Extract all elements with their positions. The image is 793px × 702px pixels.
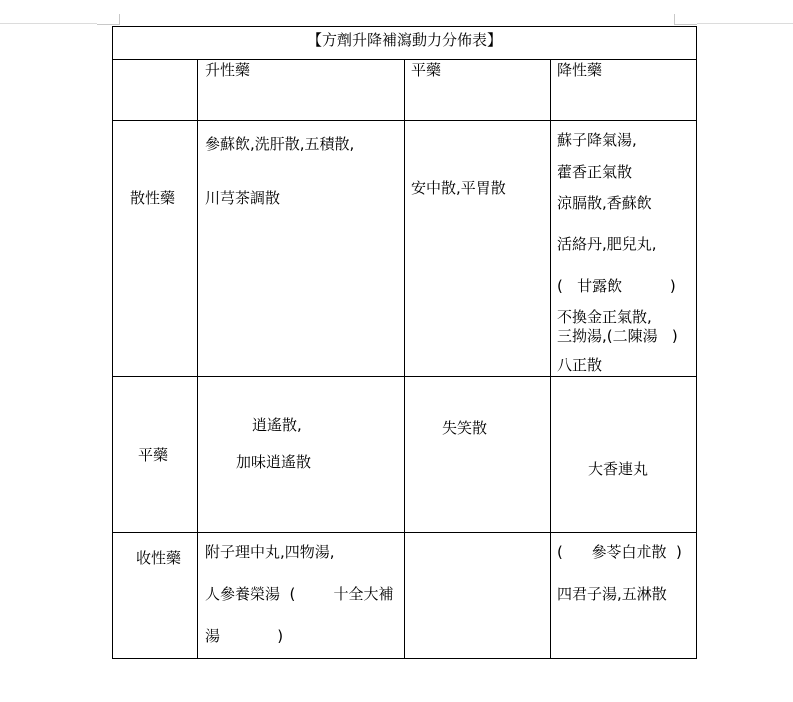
cell-san-jiang-line: 藿香正氣散 [557, 163, 633, 181]
row-label-san: 散性藥 [130, 189, 176, 207]
table-border-top [112, 26, 697, 27]
table-col-divider-3 [550, 59, 551, 659]
cell-san-sheng-line: 參蘇飲,洗肝散,五積散, [205, 135, 355, 153]
table-border-left [112, 26, 113, 659]
cell-shou-sheng-line: 附子理中丸,四物湯, [205, 543, 335, 561]
table-col-divider-2 [404, 59, 405, 659]
cell-ping-ping-line: 失笑散 [442, 419, 488, 437]
page-corner-mark-right [674, 14, 697, 25]
table-border-right [696, 26, 697, 659]
prescription-table [112, 26, 697, 659]
table-title: 【方劑升降補瀉動力分佈表】 [306, 31, 502, 49]
cell-san-jiang-line: 不換金正氣散, [557, 308, 652, 326]
page-corner-mark-left [97, 14, 120, 25]
cell-san-jiang-line: 八正散 [557, 356, 603, 374]
cell-shou-jiang-line: ( 參苓白朮散 ) [557, 543, 682, 561]
cell-shou-sheng-line: 人參養榮湯 ( 十全大補 [205, 585, 394, 603]
cell-ping-sheng-line: 加味逍遙散 [236, 453, 312, 471]
table-col-divider-1 [197, 59, 198, 659]
cell-san-ping-line: 安中散,平胃散 [411, 179, 506, 197]
page-margin-guide-right [697, 23, 793, 24]
cell-ping-jiang-line: 大香連丸 [588, 460, 649, 478]
col-header-ping: 平藥 [411, 61, 442, 79]
cell-shou-jiang-line: 四君子湯,五淋散 [557, 585, 667, 603]
row-label-shou: 收性藥 [136, 549, 182, 567]
cell-san-jiang-line: 活絡丹,肥兒丸, [557, 235, 657, 253]
page-margin-guide-left [0, 23, 97, 24]
cell-san-jiang-line: 蘇子降氣湯, [557, 131, 637, 149]
cell-san-sheng-line: 川芎茶調散 [205, 189, 281, 207]
cell-ping-sheng-line: 逍遙散, [252, 416, 302, 434]
cell-shou-sheng-line: 湯 ) [205, 627, 284, 645]
col-header-sheng: 升性藥 [205, 61, 251, 79]
cell-san-jiang-line: 涼膈散,香蘇飲 [557, 194, 652, 212]
col-header-jiang: 降性藥 [557, 61, 603, 79]
cell-san-jiang-line: ( 甘露飲 ) [557, 277, 676, 295]
cell-san-jiang-line: 三拗湯,(二陳湯 ) [557, 327, 678, 345]
row-label-ping: 平藥 [138, 446, 169, 464]
